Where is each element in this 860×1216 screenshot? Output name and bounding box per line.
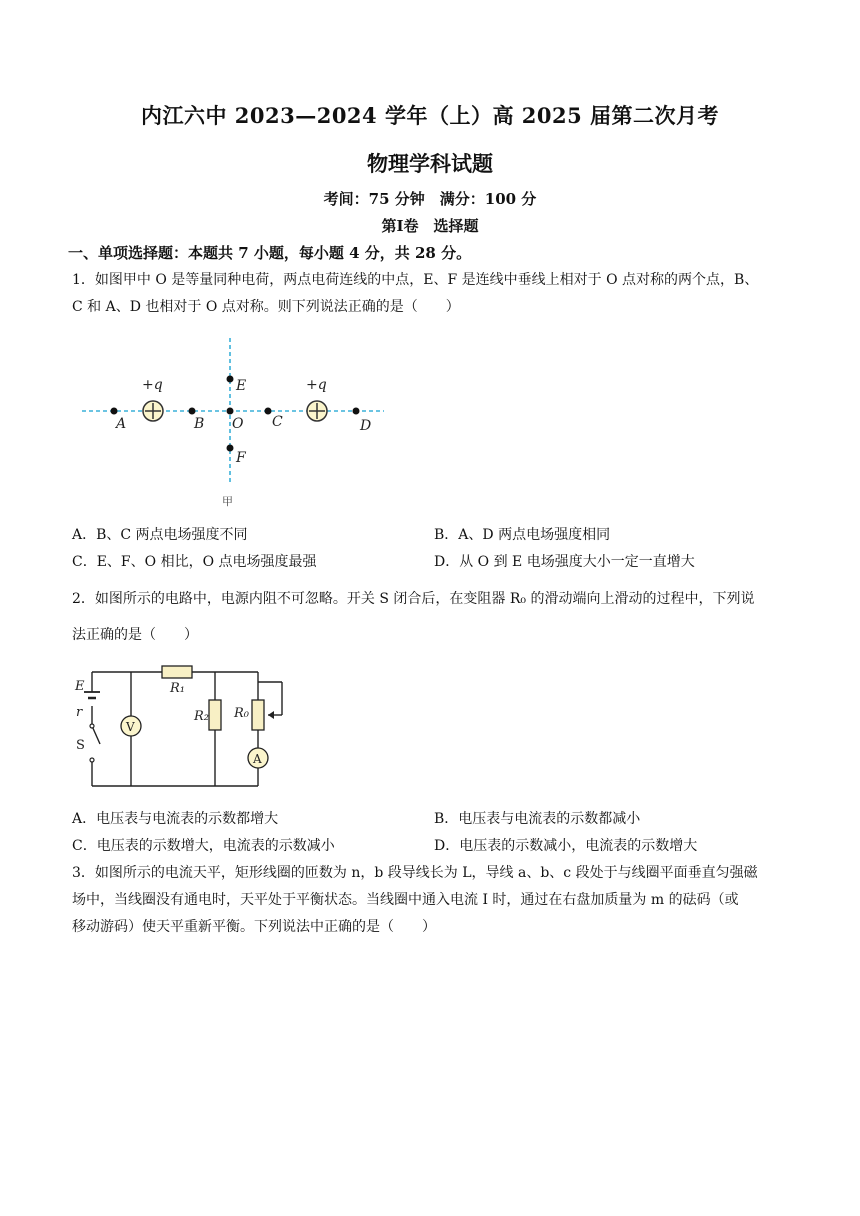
label-c: C: [272, 414, 283, 430]
switch-contact-icon: [90, 724, 94, 728]
q2-stem-line1: 2．如图所示的电路中，电源内阻不可忽略。开关 S 闭合后，在变阻器 R₀ 的滑动端向上滑动的过程中，下列说: [72, 591, 755, 607]
label-e: E: [236, 378, 247, 394]
slider-arrow-icon: [268, 711, 274, 719]
q2-option-a: A．电压表与电流表的示数都增大: [72, 811, 279, 827]
figure-caption-jia: 甲: [222, 495, 233, 508]
label-r2: R₂: [194, 709, 209, 724]
label-o: O: [232, 416, 244, 432]
label-f: F: [236, 450, 246, 466]
label-d: D: [360, 418, 372, 434]
resistor-r2-icon: [209, 700, 221, 730]
charge-right-label: +q: [306, 377, 327, 393]
section-heading: 一、单项选择题：本题共 7 小题，每小题 4 分，共 28 分。: [68, 244, 472, 262]
q1-stem-line2: C 和 A、D 也相对于 O 点对称。则下列说法正确的是（ ）: [72, 299, 460, 315]
resistor-r1-icon: [162, 666, 192, 678]
exam-title: 内江六中 2023—2024 学年（上）高 2025 届第二次月考: [140, 103, 720, 128]
q3-stem-line3: 移动游码）使天平重新平衡。下列说法中正确的是（ ）: [72, 919, 436, 935]
q1-option-a: A．B、C 两点电场强度不同: [72, 527, 248, 543]
volume-heading: 第Ⅰ卷 选择题: [381, 217, 479, 235]
ammeter-label: A: [253, 752, 262, 766]
label-switch-s: S: [76, 738, 85, 753]
voltmeter-label: V: [126, 720, 135, 734]
q1-option-b: B．A、D 两点电场强度相同: [434, 527, 611, 543]
q1-option-c: C．E、F、O 相比，O 点电场强度最强: [72, 554, 317, 570]
q2-option-b: B．电压表与电流表的示数都减小: [434, 811, 641, 827]
label-r1: R₁: [170, 681, 185, 696]
rheostat-r0-icon: [252, 700, 264, 730]
q2-option-d: D．电压表的示数减小，电流表的示数增大: [434, 838, 698, 854]
label-r-internal: r: [76, 705, 83, 720]
q2-stem-line2: 法正确的是（ ）: [72, 627, 198, 643]
q3-stem-line1: 3．如图所示的电流天平，矩形线圈的匝数为 n，b 段导线长为 L，导线 a、b、c 段处于与线圈平面垂直匀强磁: [72, 865, 758, 881]
label-b: B: [194, 416, 205, 432]
q1-option-d: D．从 O 到 E 电场强度大小一定一直增大: [434, 554, 695, 570]
label-e-source: E: [75, 679, 85, 694]
q1-stem-line1: 1．如图甲中 O 是等量同种电荷，两点电荷连线的中点，E、F 是连线中垂线上相对于 O 点对称的两个点，B、: [72, 272, 759, 288]
exam-info: 考间：75 分钟 满分：100 分: [323, 190, 537, 208]
label-a: A: [116, 416, 127, 432]
q2-option-c: C．电压表的示数增大，电流表的示数减小: [72, 838, 335, 854]
subject-title: 物理学科试题: [367, 151, 493, 176]
q3-stem-line2: 场中，当线圈没有通电时，天平处于平衡状态。当线圈中通入电流 I 时，通过在右盘加质量为 m 的砝码（或: [72, 892, 739, 908]
label-r0: R₀: [234, 706, 249, 721]
charge-left-label: +q: [142, 377, 163, 393]
